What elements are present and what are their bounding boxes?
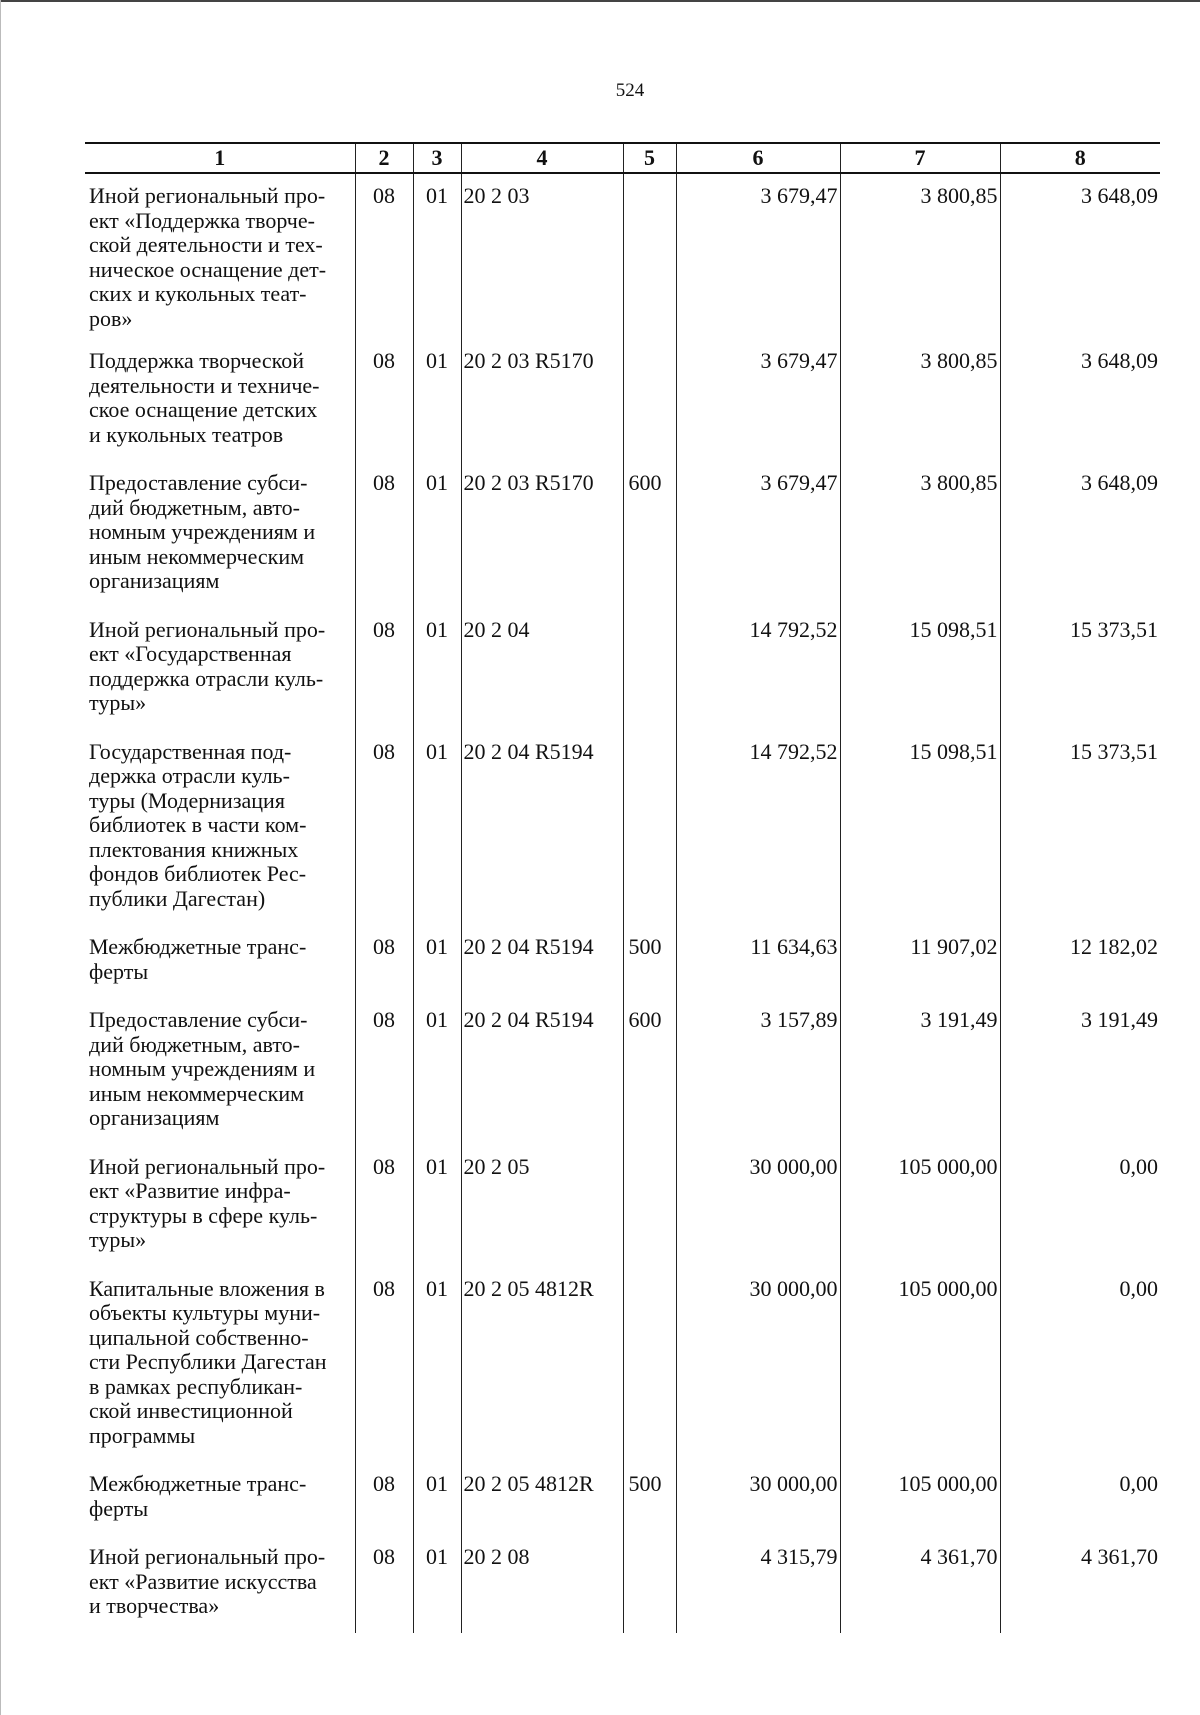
table-row	[85, 998, 1160, 1145]
row-name-line: Поддержка творческой	[89, 348, 305, 373]
row-name-line: Межбюджетные транс-	[89, 1471, 307, 1496]
amount-year1-cell: 3 679,47	[676, 173, 840, 345]
table-row	[85, 608, 1160, 730]
page-top-edge	[0, 0, 1200, 2]
header-col-1: 1	[85, 143, 355, 173]
amount-year1-cell: 4 315,79	[676, 1535, 840, 1633]
row-name-line: ское оснащение детских	[89, 397, 318, 422]
expense-type-cell: 600	[623, 998, 676, 1145]
target-article-cell: 20 2 04 R5194	[461, 925, 623, 998]
section-code-cell: 08	[355, 173, 413, 345]
target-article-cell: 20 2 05	[461, 1145, 623, 1267]
row-name-line: номным учреждениям и	[89, 519, 316, 544]
section-code-cell: 08	[355, 1145, 413, 1267]
row-name-line: держка отрасли куль-	[89, 763, 290, 788]
table-row	[85, 345, 1160, 461]
row-name-cell	[85, 1267, 355, 1463]
row-name-cell	[85, 1535, 355, 1633]
row-name-line: ект «Развитие искусства	[89, 1568, 317, 1594]
row-name-line: иным некоммерческим	[89, 543, 305, 569]
amount-year3-cell: 0,00	[1000, 1267, 1160, 1463]
amount-year2-cell: 3 800,85	[840, 461, 1000, 608]
row-name-line: туры»	[89, 690, 147, 715]
amount-year1-cell: 30 000,00	[676, 1145, 840, 1267]
expense-type-cell	[623, 608, 676, 730]
amount-year3-cell: 15 373,51	[1000, 608, 1160, 730]
section-code-cell: 08	[355, 345, 413, 461]
row-name-line: программы	[89, 1422, 196, 1448]
row-name-line: Капитальные вложения в	[89, 1275, 325, 1301]
section-code-cell: 08	[355, 461, 413, 608]
expense-type-cell: 500	[623, 925, 676, 998]
row-name-line: деятельности и техниче-	[89, 372, 320, 398]
row-name-cell	[85, 1462, 355, 1535]
table-row	[85, 1462, 1160, 1535]
table-row	[85, 173, 1160, 345]
row-name-line: Предоставление субси-	[89, 470, 308, 495]
section-code-cell: 08	[355, 925, 413, 998]
amount-year3-cell: 3 648,09	[1000, 345, 1160, 461]
subsection-code-cell: 01	[413, 461, 461, 608]
budget-table	[85, 142, 1160, 1633]
target-article-cell: 20 2 05 4812R	[461, 1462, 623, 1535]
section-code-cell: 08	[355, 1535, 413, 1633]
row-name-line: Иной региональный про-	[89, 1544, 326, 1569]
row-name-line: ров»	[89, 305, 133, 331]
header-col-5: 5	[623, 143, 676, 173]
row-name-cell	[85, 173, 355, 345]
row-name-line: ект «Развитие инфра-	[89, 1178, 291, 1203]
subsection-code-cell: 01	[413, 1535, 461, 1633]
row-name-line: ект «Государственная	[89, 641, 292, 666]
amount-year3-cell: 12 182,02	[1000, 925, 1160, 998]
header-col-6: 6	[676, 143, 840, 173]
amount-year2-cell: 15 098,51	[840, 730, 1000, 926]
table-row	[85, 1535, 1160, 1633]
subsection-code-cell: 01	[413, 173, 461, 345]
page-left-edge	[0, 0, 1, 1715]
row-name-cell	[85, 998, 355, 1145]
row-name-line: публики Дагестан)	[89, 885, 266, 911]
row-name-line: иным некоммерческим	[89, 1080, 305, 1106]
table-row	[85, 730, 1160, 926]
row-name-line: туры (Модернизация	[89, 787, 285, 813]
table-body	[85, 173, 1160, 1633]
header-col-2: 2	[355, 143, 413, 173]
subsection-code-cell: 01	[413, 1267, 461, 1463]
row-name-line: организациям	[89, 1105, 220, 1130]
amount-year1-cell: 3 679,47	[676, 345, 840, 461]
row-name-cell	[85, 461, 355, 608]
row-name-line: туры»	[89, 1227, 147, 1252]
target-article-cell: 20 2 03	[461, 173, 623, 345]
row-name-line: и творчества»	[89, 1593, 220, 1618]
subsection-code-cell: 01	[413, 608, 461, 730]
row-name-line: объекты культуры муни-	[89, 1300, 321, 1325]
section-code-cell: 08	[355, 608, 413, 730]
row-name-line: ект «Поддержка творче-	[89, 207, 315, 233]
expense-type-cell	[623, 730, 676, 926]
table-row	[85, 925, 1160, 998]
amount-year1-cell: 11 634,63	[676, 925, 840, 998]
expense-type-cell	[623, 345, 676, 461]
expense-type-cell: 600	[623, 461, 676, 608]
amount-year1-cell: 3 157,89	[676, 998, 840, 1145]
amount-year3-cell: 4 361,70	[1000, 1535, 1160, 1633]
amount-year2-cell: 105 000,00	[840, 1462, 1000, 1535]
row-name-line: плектования книжных	[89, 836, 299, 862]
amount-year2-cell: 3 800,85	[840, 345, 1000, 461]
section-code-cell: 08	[355, 1267, 413, 1463]
expense-type-cell	[623, 1145, 676, 1267]
amount-year1-cell: 30 000,00	[676, 1462, 840, 1535]
row-name-cell	[85, 345, 355, 461]
expense-type-cell: 500	[623, 1462, 676, 1535]
header-col-7: 7	[840, 143, 1000, 173]
table-row	[85, 461, 1160, 608]
row-name-line: фондов библиотек Рес-	[89, 861, 307, 886]
amount-year1-cell: 14 792,52	[676, 608, 840, 730]
row-name-line: Иной региональный про-	[89, 616, 326, 642]
target-article-cell: 20 2 03 R5170	[461, 461, 623, 608]
target-article-cell: 20 2 04 R5194	[461, 998, 623, 1145]
expense-type-cell	[623, 1267, 676, 1463]
row-name-line: Иной региональный про-	[89, 1153, 326, 1179]
row-name-line: ских и кукольных теат-	[89, 281, 307, 306]
subsection-code-cell: 01	[413, 1462, 461, 1535]
amount-year2-cell: 105 000,00	[840, 1267, 1000, 1463]
subsection-code-cell: 01	[413, 925, 461, 998]
row-name-cell	[85, 925, 355, 998]
row-name-line: ническое оснащение дет-	[89, 256, 327, 282]
subsection-code-cell: 01	[413, 345, 461, 461]
amount-year1-cell: 14 792,52	[676, 730, 840, 926]
row-name-cell	[85, 608, 355, 730]
subsection-code-cell: 01	[413, 730, 461, 926]
section-code-cell: 08	[355, 998, 413, 1145]
row-name-line: ской деятельности и тех-	[89, 232, 323, 257]
row-name-line: и кукольных театров	[89, 421, 284, 447]
row-name-line: Иной региональный про-	[89, 183, 326, 208]
row-name-line: структуры в сфере куль-	[89, 1202, 318, 1228]
amount-year3-cell: 0,00	[1000, 1145, 1160, 1267]
row-name-cell	[85, 1145, 355, 1267]
row-name-line: в рамках республикан-	[89, 1373, 303, 1399]
row-name-line: Государственная под-	[89, 738, 292, 764]
amount-year2-cell: 4 361,70	[840, 1535, 1000, 1633]
row-name-line: Предоставление субси-	[89, 1007, 308, 1032]
amount-year2-cell: 11 907,02	[840, 925, 1000, 998]
row-name-line: дий бюджетным, авто-	[89, 494, 300, 520]
amount-year3-cell: 3 191,49	[1000, 998, 1160, 1145]
header-col-8: 8	[1000, 143, 1160, 173]
row-name-line: ферты	[89, 958, 149, 984]
amount-year2-cell: 15 098,51	[840, 608, 1000, 730]
amount-year3-cell: 3 648,09	[1000, 173, 1160, 345]
target-article-cell: 20 2 08	[461, 1535, 623, 1633]
row-name-cell	[85, 730, 355, 926]
target-article-cell: 20 2 04	[461, 608, 623, 730]
expense-type-cell	[623, 1535, 676, 1633]
subsection-code-cell: 01	[413, 998, 461, 1145]
row-name-line: сти Республики Дагестан	[89, 1349, 327, 1374]
row-name-line: ферты	[89, 1495, 149, 1521]
amount-year1-cell: 3 679,47	[676, 461, 840, 608]
row-name-line: библиотек в части ком-	[89, 812, 307, 837]
amount-year2-cell: 105 000,00	[840, 1145, 1000, 1267]
amount-year2-cell: 3 800,85	[840, 173, 1000, 345]
table-row	[85, 1145, 1160, 1267]
expense-type-cell	[623, 173, 676, 345]
row-name-line: ципальной собственно-	[89, 1324, 309, 1350]
section-code-cell: 08	[355, 1462, 413, 1535]
section-code-cell: 08	[355, 730, 413, 926]
header-col-3: 3	[413, 143, 461, 173]
amount-year3-cell: 15 373,51	[1000, 730, 1160, 926]
amount-year3-cell: 3 648,09	[1000, 461, 1160, 608]
row-name-line: ской инвестиционной	[89, 1398, 293, 1423]
target-article-cell: 20 2 03 R5170	[461, 345, 623, 461]
row-name-line: поддержка отрасли куль-	[89, 665, 324, 691]
amount-year3-cell: 0,00	[1000, 1462, 1160, 1535]
row-name-line: дий бюджетным, авто-	[89, 1031, 300, 1057]
row-name-line: Межбюджетные транс-	[89, 934, 307, 959]
table-row	[85, 1267, 1160, 1463]
target-article-cell: 20 2 05 4812R	[461, 1267, 623, 1463]
page-number: 524	[615, 80, 645, 101]
target-article-cell: 20 2 04 R5194	[461, 730, 623, 926]
amount-year1-cell: 30 000,00	[676, 1267, 840, 1463]
header-col-4: 4	[461, 143, 623, 173]
amount-year2-cell: 3 191,49	[840, 998, 1000, 1145]
table-header-row	[85, 143, 1160, 173]
row-name-line: номным учреждениям и	[89, 1056, 316, 1081]
row-name-line: организациям	[89, 568, 220, 593]
subsection-code-cell: 01	[413, 1145, 461, 1267]
